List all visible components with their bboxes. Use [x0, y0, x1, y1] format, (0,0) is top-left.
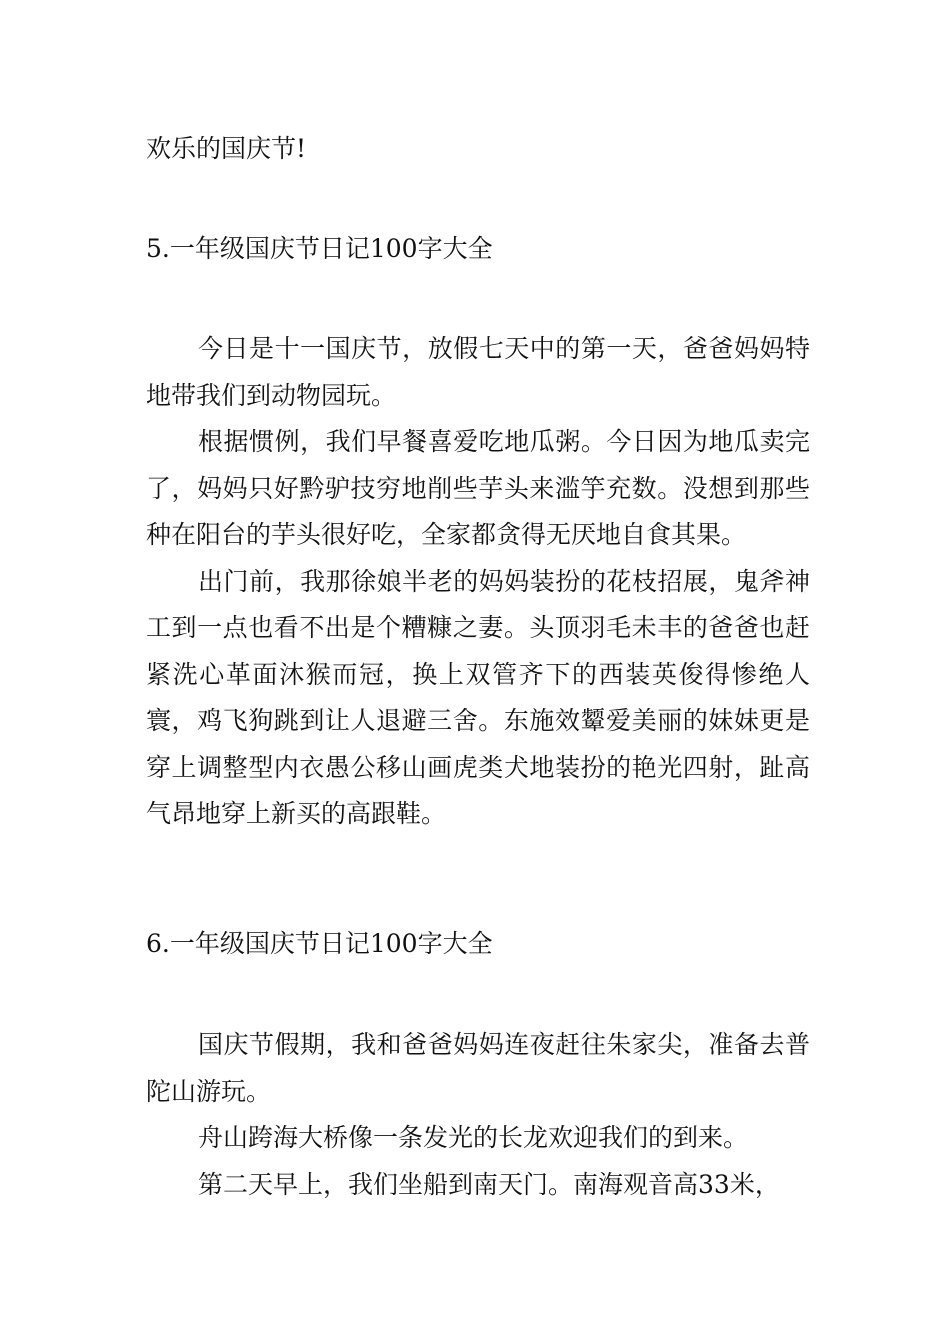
paragraph: 国庆节假期，我和爸爸妈妈连夜赶往朱家尖，准备去普陀山游玩。 — [146, 1030, 810, 1106]
section-5-heading: 5.一年级国庆节日记100字大全 — [146, 234, 493, 263]
paragraph: 舟山跨海大桥像一条发光的长龙欢迎我们的到来。 — [198, 1123, 749, 1152]
section-5-body — [146, 326, 810, 838]
section-6-body — [146, 1022, 810, 1208]
paragraph: 今日是十一国庆节，放假七天中的第一天，爸爸妈妈特地带我们到动物园玩。 — [146, 334, 810, 410]
paragraph: 出门前，我那徐娘半老的妈妈装扮的花枝招展，鬼斧神工到一点也看不出是个糟糠之妻。头顶羽毛未丰的爸爸也赶紧洗心革面沐猴而冠，换上双管齐下的西装英俊得惨绝人寰，鸡飞狗跳到让人退避三舍。东施效颦爱美丽的妹妹更是穿上调整型内衣愚公移山画虎类犬地装扮的艳光四射，趾高气昂地穿上新买的高跟鞋。 — [146, 566, 810, 828]
closing-line: 欢乐的国庆节! — [146, 134, 307, 163]
paragraph: 第二天早上，我们坐船到南天门。南海观音高33米， — [198, 1169, 780, 1199]
paragraph: 根据惯例，我们早餐喜爱吃地瓜粥。今日因为地瓜卖完了，妈妈只好黔驴技穷地削些芋头来滥竽充数。没想到那些种在阳台的芋头很好吃，全家都贪得无厌地自食其果。 — [146, 427, 810, 549]
section-6-heading: 6.一年级国庆节日记100字大全 — [146, 929, 493, 958]
